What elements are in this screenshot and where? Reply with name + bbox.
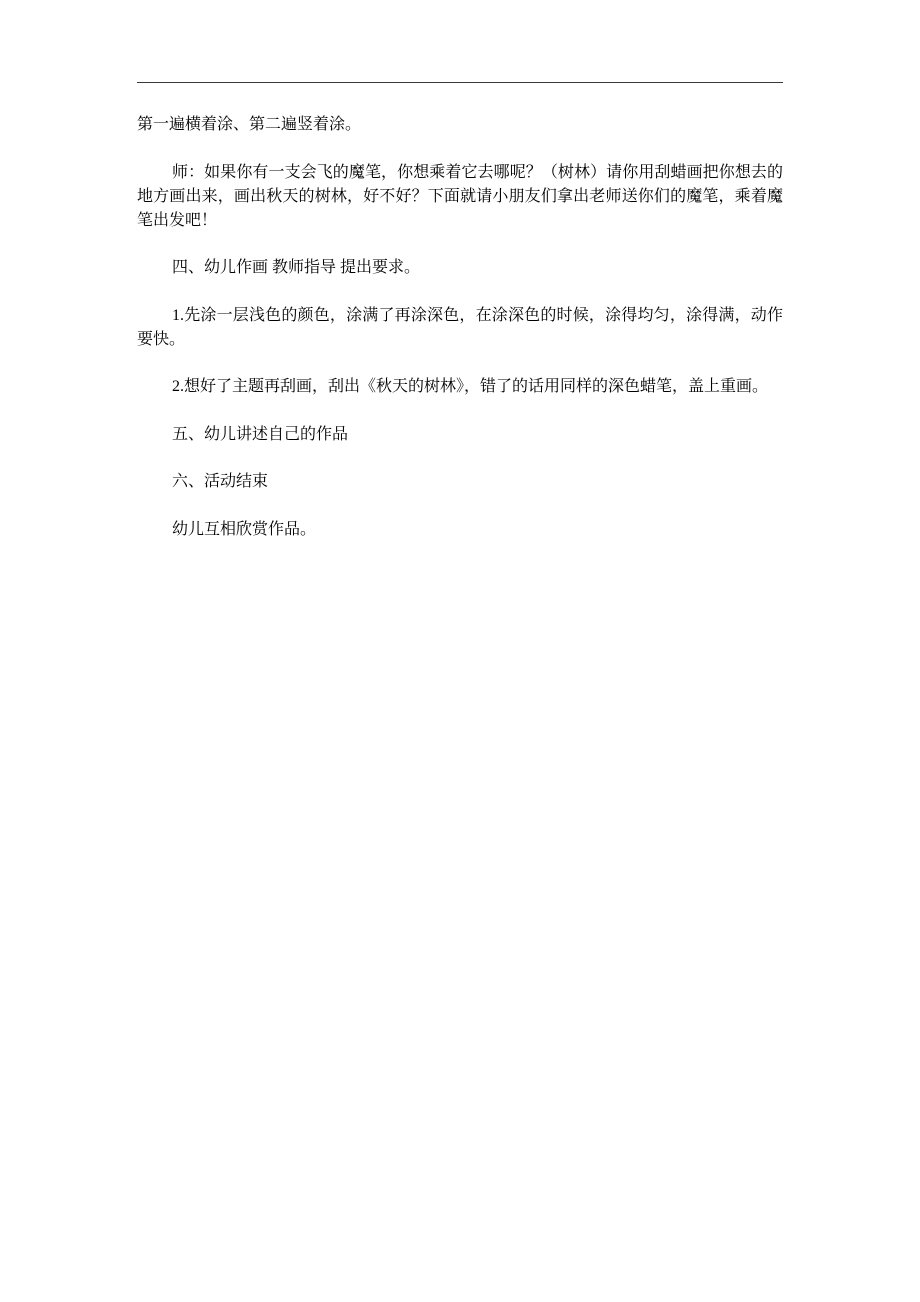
- paragraph-line: 要快。: [137, 330, 186, 348]
- paragraph: [137, 304, 783, 352]
- section-heading: 六、活动结束: [172, 473, 269, 490]
- paragraph-line: 笔出发吧！: [137, 211, 218, 229]
- paragraph: [137, 375, 783, 399]
- paragraph: [137, 470, 783, 494]
- paragraph: [137, 256, 783, 280]
- paragraph-line: 2.想好了主题再刮画，刮出《秋天的树林》，错了的话用同样的深色蜡笔，盖上重画。: [172, 378, 769, 395]
- section-heading: 四、幼儿作画 教师指导 提出要求。: [172, 259, 421, 276]
- section-heading: 五、幼儿讲述自己的作品: [172, 425, 349, 443]
- paragraph-line: 地方画出来，画出秋天的树林，好不好？下面就请小朋友们拿出老师送你们的魔笔，乘着魔: [137, 187, 783, 205]
- paragraph-line: 第一遍横着涂、第二遍竖着涂。: [137, 116, 362, 133]
- paragraph-line: 幼儿互相欣赏作品。: [172, 520, 317, 538]
- paragraph-line: 1.先涂一层浅色的颜色，涂满了再涂深色，在涂深色的时候，涂得均匀，涂得满，动作: [172, 306, 783, 324]
- paragraph: [137, 423, 783, 447]
- paragraph: [137, 161, 783, 233]
- paragraph: [137, 113, 783, 137]
- document-body: [137, 113, 783, 565]
- paragraph-line: 师：如果你有一支会飞的魔笔，你想乘着它去哪呢？（树林）请你用刮蜡画把你想去的: [172, 163, 783, 181]
- header-rule: [137, 82, 783, 83]
- paragraph: [137, 518, 783, 542]
